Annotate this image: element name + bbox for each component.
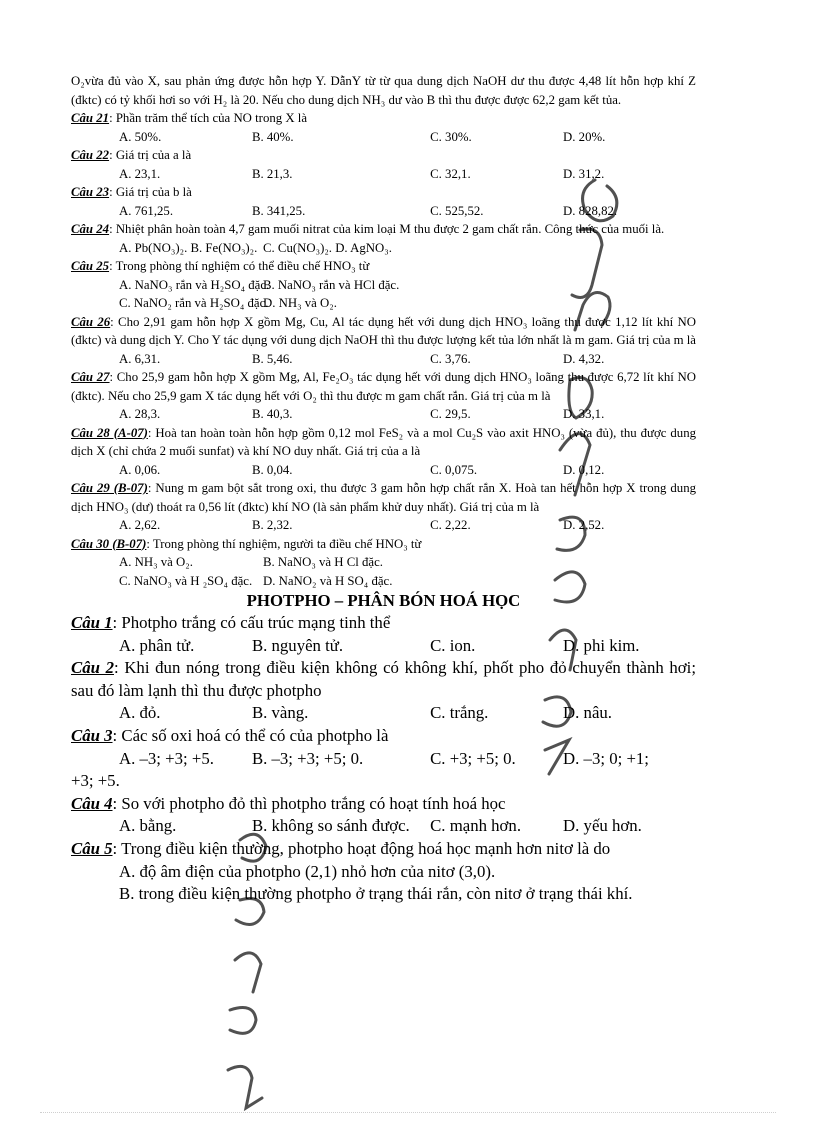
answer-option[interactable]: B. nguyên tử.	[251, 635, 344, 655]
answer-option[interactable]: C. 29,5.	[430, 407, 471, 421]
question-number: Câu 29 (B-07)	[71, 481, 148, 495]
answer-option[interactable]: C. 3,76.	[430, 351, 471, 366]
answer-option[interactable]: C. ion.	[430, 635, 476, 655]
answer-option[interactable]: A. 0,06.	[119, 462, 161, 477]
question-stem: : Phần trăm thể tích của NO trong X là	[109, 111, 308, 125]
options-row	[71, 516, 696, 535]
answer-option[interactable]: A. bằng.	[119, 816, 177, 836]
question-number: Câu 2	[71, 658, 114, 678]
question-block	[71, 793, 696, 838]
answer-option[interactable]: D. 4,32.	[563, 351, 605, 366]
answer-option[interactable]: C. +3; +5; 0.	[430, 748, 516, 768]
question-block	[71, 220, 696, 257]
answer-option[interactable]: C. NaNO₃ và H ₂SO₄ đặc.	[119, 573, 253, 588]
question-block	[71, 838, 696, 906]
question-text-line	[71, 725, 696, 748]
question-stem: : Cho 2,91 gam hỗn hợp X gồm Mg, Cu, Al tác dụng hết với dung dịch HNO₃ loãng thu được 1,12 lít khí NO (đktc) và dung dịch Y. Cho Y tác dụng với dung dịch NaOH thì thu được lượng kết tủa lớn nhất là m gam. Giá trị của m là	[71, 314, 696, 347]
question-number: Câu 25	[71, 259, 110, 273]
options-row	[71, 461, 696, 480]
question-text-line	[71, 838, 696, 861]
question-number: Câu 24	[71, 222, 110, 236]
question-stem: : Hoà tan hoàn toàn hỗn hợp gồm 0,12 mol FeS₂ và a mol Cu₂S vào axit HNO₃ (vừa đủ), thu được dung dịch X (chỉ chứa 2 muối sunfat) và khí NO duy nhất. Giá trị của a là	[71, 425, 696, 458]
question-text-line	[71, 424, 696, 461]
question-block	[71, 313, 696, 369]
answer-option[interactable]: D. 31,2.	[563, 166, 605, 181]
question-stem: : Trong phòng thí nghiệm, người ta điều chế HNO₃ từ	[146, 536, 422, 551]
options-row	[71, 572, 696, 591]
answer-option[interactable]: A. 761,25.	[119, 203, 174, 218]
question-text-line	[71, 479, 696, 516]
answer-option[interactable]: A. 28,3.	[119, 407, 161, 421]
question-block	[71, 479, 696, 535]
answer-option[interactable]: A. 2,62.	[119, 518, 161, 532]
question-stem: : Trong phòng thí nghiệm có thể điều chế HNO₃ từ	[109, 259, 370, 273]
question-number: Câu 23	[71, 185, 110, 199]
options-row	[71, 294, 696, 313]
question-stem: : Các số oxi hoá có thể có của photpho là	[112, 725, 389, 745]
nitric-acid-questions	[71, 109, 696, 590]
question-text-line	[71, 183, 696, 202]
answer-option[interactable]: C. 30%.	[430, 129, 472, 144]
answer-option[interactable]: D. phi kim.	[563, 635, 640, 655]
question-block	[71, 146, 696, 183]
question-number: Câu 5	[71, 838, 113, 858]
question-stem: : Giá trị của a là	[109, 148, 192, 162]
options-row	[71, 165, 696, 184]
options-row	[71, 202, 696, 221]
answer-option[interactable]: C. trắng.	[430, 703, 489, 723]
answer-option[interactable]: D. NaNO₂ và H SO₄ đặc.	[263, 573, 393, 588]
question-stem: : Giá trị của b là	[109, 185, 192, 199]
question-block	[71, 424, 696, 480]
question-text-line	[71, 535, 696, 554]
phosphorus-questions	[71, 612, 696, 906]
question-text-line	[71, 220, 696, 239]
question-number: Câu 4	[71, 793, 113, 813]
question-block	[71, 368, 696, 424]
answer-option[interactable]: B. 40,3.	[251, 407, 293, 421]
options-row	[71, 702, 696, 725]
answer-option[interactable]: D. yếu hơn.	[563, 816, 642, 836]
question-block	[71, 725, 696, 793]
question-number: Câu 27	[71, 370, 110, 384]
answer-option[interactable]: D. nâu.	[563, 703, 612, 723]
answer-option[interactable]: A. đỏ.	[119, 703, 161, 723]
options-row	[71, 553, 696, 572]
answer-option[interactable]: C. mạnh hơn.	[430, 816, 522, 836]
footer-divider	[40, 1112, 776, 1113]
options-row	[71, 815, 696, 838]
answer-option[interactable]: A. –3; +3; +5.	[119, 748, 214, 768]
answer-option[interactable]: A. NaNO₃ rắn và H₂SO₄ đặc.	[119, 277, 270, 292]
document-page	[71, 72, 696, 906]
question-number: Câu 1	[71, 613, 113, 632]
answer-option[interactable]: B. NaNO₃ rắn và HCl đặc.	[263, 277, 400, 292]
question-stem: : Nhiệt phân hoàn toàn 4,7 gam muối nitrat của kim loại M thu được 2 gam chất rắn. Công thức của muối là.	[109, 222, 665, 236]
question-number: Câu 30 (B-07)	[71, 536, 147, 551]
answer-option[interactable]: C. NaNO₂ rắn và H₂SO₄ đặc.	[119, 296, 269, 310]
question-number: Câu 26	[71, 314, 111, 329]
question-text-line	[71, 657, 696, 702]
options-row	[71, 350, 696, 369]
question-number: Câu 21	[71, 111, 110, 125]
answer-option[interactable]: B. 21,3.	[251, 166, 293, 181]
question-block	[71, 612, 696, 657]
answer-option[interactable]: A. 23,1.	[119, 166, 161, 181]
question-text-line	[71, 109, 696, 128]
answer-option[interactable]: A. Pb(NO₃)₂. B. Fe(NO₃)₂.	[119, 240, 258, 255]
option-continuation: +3; +5.	[71, 771, 120, 791]
options-row	[71, 748, 696, 771]
answer-option[interactable]: B. –3; +3; +5; 0.	[251, 748, 364, 768]
answer-option[interactable]: A. 50%.	[119, 129, 162, 144]
question-stem: : Photpho trắng có cấu trúc mạng tinh thể	[112, 613, 391, 632]
question-block	[71, 657, 696, 725]
question-text-line	[71, 146, 696, 165]
question-stem: : Nung m gam bột sắt trong oxi, thu được 3 gam hỗn hợp chất rắn X. Hoà tan hết hỗn hợp X trong dung dịch HNO₃ (dư) thoát ra 0,56 lít (đktc) khí NO (là sản phẩm khử duy nhất). Giá trị của m là	[71, 481, 696, 514]
question-block	[71, 257, 696, 313]
question-block	[71, 535, 696, 591]
answer-option[interactable]: B. không so sánh được.	[251, 816, 410, 836]
answer-option[interactable]: C. 525,52.	[430, 203, 484, 218]
answer-option[interactable]: B. 0,04.	[251, 462, 293, 477]
options-row	[71, 276, 696, 295]
answer-option[interactable]: B. trong điều kiện thường photpho ở trạng thái rắn, còn nitơ ở trạng thái khí.	[119, 884, 633, 904]
options-row	[71, 239, 696, 258]
question-stem: : Trong điều kiện thường, photpho hoạt động hoá học mạnh hơn nitơ là do	[112, 838, 611, 858]
answer-option[interactable]: B. 40%.	[251, 129, 294, 144]
question-text-line	[71, 313, 696, 350]
answer-option[interactable]: D. NH₃ và O₂.	[263, 296, 337, 310]
options-row	[71, 635, 696, 658]
question-block	[71, 183, 696, 220]
answer-option[interactable]: B. NaNO₃ và H Cl đặc.	[263, 555, 383, 569]
question-text-line	[71, 793, 696, 816]
answer-option[interactable]: B. 341,25.	[251, 203, 306, 218]
answer-option[interactable]: D. 2,52.	[563, 518, 605, 532]
question-number: Câu 22	[71, 148, 110, 162]
question-number: Câu 3	[71, 725, 113, 745]
question-stem: : Khi đun nóng trong điều kiện không có không khí, phốt pho đỏ chuyển thành hơi; sau đó làm lạnh thì thu được photpho	[71, 658, 696, 700]
answer-option[interactable]: C. 32,1.	[430, 166, 471, 181]
question-stem: : So với photpho đỏ thì photpho trắng có hoạt tính hoá học	[112, 793, 506, 813]
answer-option[interactable]: A. phân tử.	[119, 635, 195, 655]
question-text-line	[71, 368, 696, 405]
answer-option[interactable]: B. 5,46.	[251, 351, 293, 366]
answer-option[interactable]: C. Cu(NO₃)₂. D. AgNO₃.	[263, 240, 392, 255]
answer-option[interactable]: D. 33,1.	[563, 407, 605, 421]
question-text-line	[71, 257, 696, 276]
answer-option[interactable]: B. vàng.	[251, 703, 309, 723]
options-row	[71, 405, 696, 424]
question-text-line	[71, 612, 696, 635]
intro-paragraph: O₂vừa đủ vào X, sau phản ứng được hỗn hợp Y. DẫnY từ từ qua dung dịch NaOH dư thu được 4,48 lít hỗn hợp khí Z (đktc) có tỷ khối hơi so với H₂ là 20. Nếu cho dung dịch NH₃ dư vào B thì thu được được 62,2 gam kết tủa.	[71, 74, 696, 107]
answer-option[interactable]: D. –3; 0; +1;	[563, 748, 649, 768]
options-row	[71, 128, 696, 147]
answer-option[interactable]: C. 2,22.	[430, 518, 471, 532]
answer-option[interactable]: C. 0,075.	[430, 462, 478, 477]
answer-option[interactable]: B. 2,32.	[251, 518, 293, 532]
answer-option[interactable]: D. 828,82.	[563, 203, 618, 218]
question-stem: : Cho 25,9 gam hỗn hợp X gồm Mg, Al, Fe₂O₃ tác dụng hết với dung dịch HNO₃ loãng thu được 6,72 lít khí NO (đktc). Nếu cho 25,9 gam X tác dụng hết với O₂ thì thu được m gam chất rắn. Giá trị của m là	[71, 370, 696, 403]
answer-option[interactable]: A. 6,31.	[119, 351, 161, 366]
question-block	[71, 109, 696, 146]
question-number: Câu 28 (A-07)	[71, 425, 148, 440]
answer-option[interactable]: D. 20%.	[563, 129, 606, 144]
answer-option[interactable]: D. 0,12.	[563, 462, 605, 477]
answer-option[interactable]: A. NH₃ và O₂.	[119, 555, 193, 569]
section-title: PHOTPHO – PHÂN BÓN HOÁ HỌC	[246, 591, 521, 610]
answer-option[interactable]: A. độ âm điện của photpho (2,1) nhỏ hơn của nitơ (3,0).	[119, 861, 496, 881]
